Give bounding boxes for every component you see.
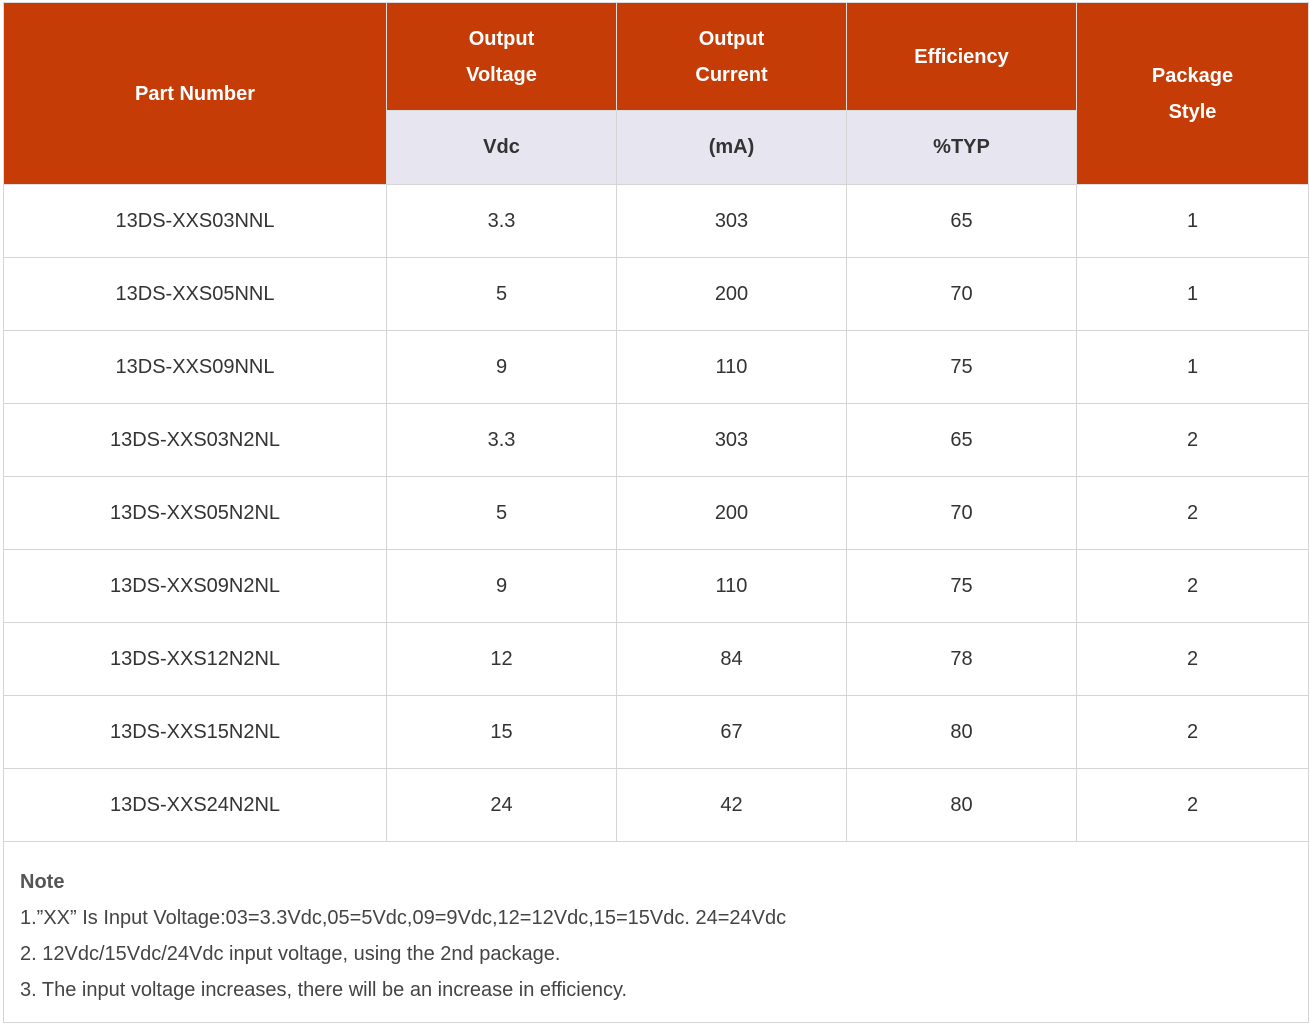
cell-voltage: 12 xyxy=(387,623,617,696)
table-row xyxy=(4,331,1309,404)
header-output-voltage-line2: Voltage xyxy=(466,63,537,86)
header-package-line1: Package xyxy=(1151,64,1234,87)
cell-package: 1 xyxy=(1077,185,1309,258)
note-cell xyxy=(4,842,1309,1023)
header-output-current xyxy=(617,3,847,111)
note-line: 1.”XX” Is Input Voltage:03=3.3Vdc,05=5Vdc,09=9Vdc,12=12Vdc,15=15Vdc. 24=24Vdc xyxy=(20,907,787,929)
cell-package: 2 xyxy=(1077,477,1309,550)
header-efficiency: Efficiency xyxy=(847,3,1077,111)
cell-current: 84 xyxy=(617,623,847,696)
cell-efficiency: 80 xyxy=(847,769,1077,842)
note-line: 3. The input voltage increases, there will be an increase in efficiency. xyxy=(20,979,628,1001)
cell-package: 2 xyxy=(1077,623,1309,696)
cell-voltage: 9 xyxy=(387,331,617,404)
cell-part: 13DS-XXS09NNL xyxy=(4,331,387,404)
table-row xyxy=(4,696,1309,769)
cell-package: 2 xyxy=(1077,769,1309,842)
table-row xyxy=(4,477,1309,550)
cell-part: 13DS-XXS12N2NL xyxy=(4,623,387,696)
cell-current: 67 xyxy=(617,696,847,769)
spec-table xyxy=(3,2,1309,1023)
note-title: Note xyxy=(20,871,65,893)
cell-efficiency: 65 xyxy=(847,185,1077,258)
table-row xyxy=(4,769,1309,842)
unit-current: (mA) xyxy=(617,111,847,185)
cell-part: 13DS-XXS09N2NL xyxy=(4,550,387,623)
note-row xyxy=(4,842,1309,1023)
cell-current: 303 xyxy=(617,404,847,477)
cell-part: 13DS-XXS24N2NL xyxy=(4,769,387,842)
cell-efficiency: 78 xyxy=(847,623,1077,696)
cell-part: 13DS-XXS05NNL xyxy=(4,258,387,331)
header-part-number: Part Number xyxy=(4,3,387,185)
cell-package: 2 xyxy=(1077,404,1309,477)
cell-efficiency: 65 xyxy=(847,404,1077,477)
cell-efficiency: 70 xyxy=(847,477,1077,550)
cell-voltage: 3.3 xyxy=(387,404,617,477)
cell-part: 13DS-XXS15N2NL xyxy=(4,696,387,769)
cell-efficiency: 80 xyxy=(847,696,1077,769)
note-line: 2. 12Vdc/15Vdc/24Vdc input voltage, using the 2nd package. xyxy=(20,943,561,965)
cell-voltage: 3.3 xyxy=(387,185,617,258)
cell-voltage: 15 xyxy=(387,696,617,769)
header-output-voltage xyxy=(387,3,617,111)
table-row xyxy=(4,623,1309,696)
header-row xyxy=(4,3,1309,111)
cell-current: 110 xyxy=(617,331,847,404)
cell-efficiency: 75 xyxy=(847,331,1077,404)
table-row xyxy=(4,185,1309,258)
cell-current: 303 xyxy=(617,185,847,258)
cell-package: 1 xyxy=(1077,258,1309,331)
cell-voltage: 5 xyxy=(387,258,617,331)
note-block xyxy=(4,842,1308,1008)
cell-voltage: 9 xyxy=(387,550,617,623)
cell-efficiency: 75 xyxy=(847,550,1077,623)
cell-package: 2 xyxy=(1077,550,1309,623)
cell-efficiency: 70 xyxy=(847,258,1077,331)
cell-part: 13DS-XXS05N2NL xyxy=(4,477,387,550)
cell-current: 42 xyxy=(617,769,847,842)
cell-part: 13DS-XXS03N2NL xyxy=(4,404,387,477)
cell-current: 200 xyxy=(617,477,847,550)
header-output-current-line2: Current xyxy=(695,63,768,86)
cell-voltage: 24 xyxy=(387,769,617,842)
header-output-voltage-line1: Output xyxy=(468,27,535,50)
cell-part: 13DS-XXS03NNL xyxy=(4,185,387,258)
unit-efficiency: %TYP xyxy=(847,111,1077,185)
header-output-current-line1: Output xyxy=(698,27,765,50)
cell-package: 1 xyxy=(1077,331,1309,404)
table-row xyxy=(4,550,1309,623)
unit-voltage: Vdc xyxy=(387,111,617,185)
cell-current: 200 xyxy=(617,258,847,331)
header-package-style xyxy=(1077,3,1309,185)
cell-package: 2 xyxy=(1077,696,1309,769)
table-row xyxy=(4,404,1309,477)
header-package-line2: Style xyxy=(1168,100,1217,123)
table-row xyxy=(4,258,1309,331)
cell-voltage: 5 xyxy=(387,477,617,550)
cell-current: 110 xyxy=(617,550,847,623)
